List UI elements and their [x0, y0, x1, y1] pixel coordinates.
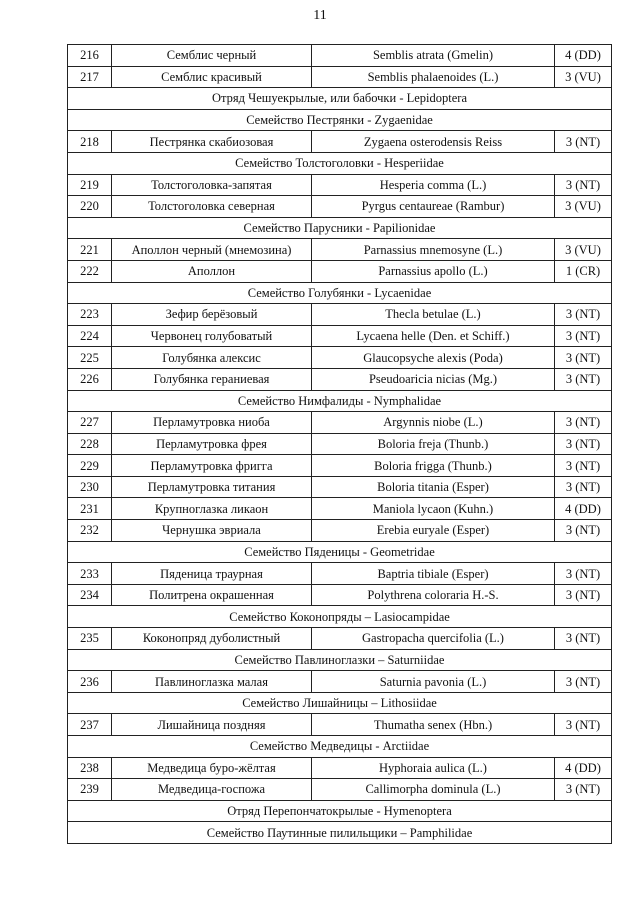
status-category: 3 (VU) [555, 66, 612, 88]
status-category: 3 (NT) [555, 325, 612, 347]
species-row [68, 455, 612, 477]
latin-name: Thumatha senex (Hbn.) [312, 714, 555, 736]
section-heading: Отряд Перепончатокрылые - Hymenoptera [68, 800, 612, 822]
status-category: 3 (NT) [555, 304, 612, 326]
status-category: 3 (NT) [555, 714, 612, 736]
species-number: 216 [68, 45, 112, 67]
latin-name: Boloria frigga (Thunb.) [312, 455, 555, 477]
status-category: 4 (DD) [555, 45, 612, 67]
latin-name: Zygaena osterodensis Reiss [312, 131, 555, 153]
latin-name: Hyphoraia aulica (L.) [312, 757, 555, 779]
latin-name: Saturnia pavonia (L.) [312, 671, 555, 693]
species-row [68, 325, 612, 347]
latin-name: Parnassius mnemosyne (L.) [312, 239, 555, 261]
status-category: 3 (NT) [555, 368, 612, 390]
section-heading-row [68, 88, 612, 110]
species-row [68, 347, 612, 369]
latin-name: Baptria tibiale (Esper) [312, 563, 555, 585]
latin-name: Lycaena helle (Den. et Schiff.) [312, 325, 555, 347]
section-heading-row [68, 736, 612, 758]
russian-name: Лишайница поздняя [112, 714, 312, 736]
russian-name: Толстоголовка-запятая [112, 174, 312, 196]
species-number: 236 [68, 671, 112, 693]
section-heading-row [68, 282, 612, 304]
section-heading-row [68, 606, 612, 628]
status-category: 3 (NT) [555, 412, 612, 434]
russian-name: Политрена окрашенная [112, 584, 312, 606]
russian-name: Перламутровка фрея [112, 433, 312, 455]
russian-name: Толстоголовка северная [112, 196, 312, 218]
status-category: 3 (NT) [555, 131, 612, 153]
status-category: 4 (DD) [555, 498, 612, 520]
russian-name: Пяденица траурная [112, 563, 312, 585]
status-category: 3 (VU) [555, 239, 612, 261]
section-heading-row [68, 541, 612, 563]
species-table-body [68, 45, 612, 844]
species-number: 219 [68, 174, 112, 196]
section-heading-row [68, 390, 612, 412]
latin-name: Boloria freja (Thunb.) [312, 433, 555, 455]
status-category: 3 (NT) [555, 433, 612, 455]
status-category: 3 (NT) [555, 476, 612, 498]
status-category: 3 (VU) [555, 196, 612, 218]
species-number: 218 [68, 131, 112, 153]
species-number: 232 [68, 520, 112, 542]
latin-name: Callimorpha dominula (L.) [312, 779, 555, 801]
species-number: 229 [68, 455, 112, 477]
status-category: 3 (NT) [555, 455, 612, 477]
species-number: 233 [68, 563, 112, 585]
section-heading-row [68, 822, 612, 844]
russian-name: Голубянка гераниевая [112, 368, 312, 390]
species-number: 239 [68, 779, 112, 801]
russian-name: Коконопряд дуболистный [112, 628, 312, 650]
russian-name: Пестрянка скабиозовая [112, 131, 312, 153]
species-row [68, 131, 612, 153]
species-number: 228 [68, 433, 112, 455]
species-row [68, 368, 612, 390]
status-category: 1 (CR) [555, 260, 612, 282]
species-number: 238 [68, 757, 112, 779]
species-number: 230 [68, 476, 112, 498]
species-row [68, 757, 612, 779]
section-heading-row [68, 800, 612, 822]
section-heading: Семейство Медведицы - Arctiidae [68, 736, 612, 758]
species-number: 222 [68, 260, 112, 282]
russian-name: Семблис красивый [112, 66, 312, 88]
species-row [68, 174, 612, 196]
russian-name: Зефир берёзовый [112, 304, 312, 326]
species-row [68, 498, 612, 520]
latin-name: Erebia euryale (Esper) [312, 520, 555, 542]
species-number: 225 [68, 347, 112, 369]
status-category: 4 (DD) [555, 757, 612, 779]
latin-name: Semblis atrata (Gmelin) [312, 45, 555, 67]
species-row [68, 412, 612, 434]
latin-name: Gastropacha quercifolia (L.) [312, 628, 555, 650]
species-row [68, 584, 612, 606]
species-row [68, 714, 612, 736]
status-category: 3 (NT) [555, 628, 612, 650]
species-number: 224 [68, 325, 112, 347]
species-row [68, 779, 612, 801]
section-heading-row [68, 649, 612, 671]
status-category: 3 (NT) [555, 347, 612, 369]
status-category: 3 (NT) [555, 779, 612, 801]
section-heading-row [68, 152, 612, 174]
species-row [68, 563, 612, 585]
species-number: 217 [68, 66, 112, 88]
section-heading-row [68, 109, 612, 131]
section-heading: Семейство Голубянки - Lycaenidae [68, 282, 612, 304]
russian-name: Медведица буро-жёлтая [112, 757, 312, 779]
section-heading-row [68, 692, 612, 714]
section-heading: Семейство Лишайницы – Lithosiidae [68, 692, 612, 714]
section-heading: Семейство Парусники - Papilionidae [68, 217, 612, 239]
latin-name: Semblis phalaenoides (L.) [312, 66, 555, 88]
russian-name: Перламутровка ниоба [112, 412, 312, 434]
section-heading: Семейство Толстоголовки - Hesperiidae [68, 152, 612, 174]
section-heading-row [68, 217, 612, 239]
status-category: 3 (NT) [555, 584, 612, 606]
latin-name: Maniola lycaon (Kuhn.) [312, 498, 555, 520]
latin-name: Polythrena coloraria H.-S. [312, 584, 555, 606]
section-heading: Семейство Нимфалиды - Nymphalidae [68, 390, 612, 412]
species-row [68, 196, 612, 218]
species-number: 227 [68, 412, 112, 434]
russian-name: Перламутровка титания [112, 476, 312, 498]
latin-name: Thecla betulae (L.) [312, 304, 555, 326]
section-heading: Отряд Чешуекрылые, или бабочки - Lepidoptera [68, 88, 612, 110]
species-row [68, 671, 612, 693]
species-row [68, 628, 612, 650]
species-row [68, 260, 612, 282]
russian-name: Аполлон [112, 260, 312, 282]
species-row [68, 45, 612, 67]
russian-name: Червонец голубоватый [112, 325, 312, 347]
status-category: 3 (NT) [555, 563, 612, 585]
russian-name: Семблис черный [112, 45, 312, 67]
status-category: 3 (NT) [555, 174, 612, 196]
species-number: 226 [68, 368, 112, 390]
species-row [68, 520, 612, 542]
latin-name: Boloria titania (Esper) [312, 476, 555, 498]
status-category: 3 (NT) [555, 520, 612, 542]
section-heading: Семейство Пяденицы - Geometridae [68, 541, 612, 563]
latin-name: Argynnis niobe (L.) [312, 412, 555, 434]
species-row [68, 304, 612, 326]
russian-name: Чернушка эвриала [112, 520, 312, 542]
russian-name: Крупноглазка ликаон [112, 498, 312, 520]
species-number: 237 [68, 714, 112, 736]
species-row [68, 239, 612, 261]
section-heading: Семейство Пестрянки - Zygaenidae [68, 109, 612, 131]
russian-name: Аполлон черный (мнемозина) [112, 239, 312, 261]
latin-name: Pyrgus centaureae (Rambur) [312, 196, 555, 218]
species-number: 223 [68, 304, 112, 326]
section-heading: Семейство Павлиноглазки – Saturniidae [68, 649, 612, 671]
species-row [68, 66, 612, 88]
latin-name: Pseudoaricia nicias (Mg.) [312, 368, 555, 390]
russian-name: Павлиноглазка малая [112, 671, 312, 693]
species-row [68, 476, 612, 498]
section-heading: Семейство Паутинные пилильщики – Pamphilidae [68, 822, 612, 844]
species-table [67, 44, 612, 844]
species-number: 220 [68, 196, 112, 218]
latin-name: Parnassius apollo (L.) [312, 260, 555, 282]
latin-name: Glaucopsyche alexis (Poda) [312, 347, 555, 369]
page-number: 11 [313, 8, 327, 23]
russian-name: Медведица-госпожа [112, 779, 312, 801]
status-category: 3 (NT) [555, 671, 612, 693]
russian-name: Перламутровка фригга [112, 455, 312, 477]
species-number: 234 [68, 584, 112, 606]
section-heading: Семейство Коконопряды – Lasiocampidae [68, 606, 612, 628]
species-number: 235 [68, 628, 112, 650]
russian-name: Голубянка алексис [112, 347, 312, 369]
species-number: 221 [68, 239, 112, 261]
latin-name: Hesperia comma (L.) [312, 174, 555, 196]
species-number: 231 [68, 498, 112, 520]
species-row [68, 433, 612, 455]
